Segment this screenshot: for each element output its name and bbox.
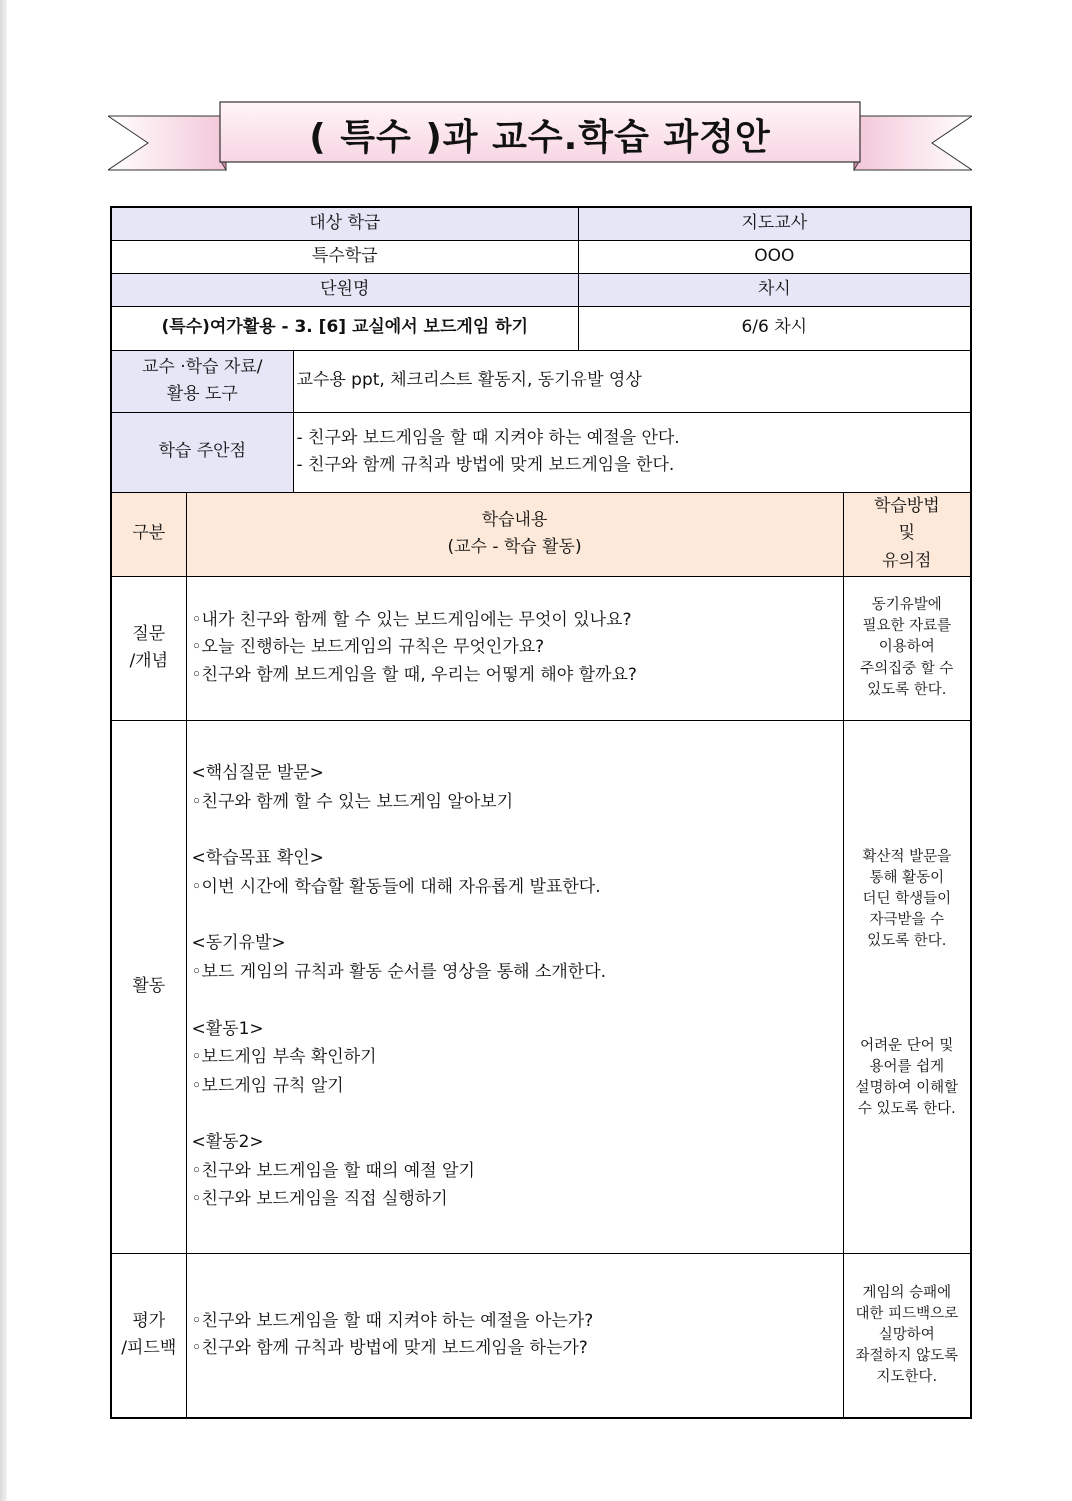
method-header — [843, 492, 971, 576]
evaluation-note-line: 게임의 승패에 — [862, 1284, 952, 1301]
materials-label — [111, 350, 293, 412]
target-class-label: 대상 학급 — [111, 207, 578, 240]
notes-label: 학습 주안점 — [111, 412, 293, 492]
method-header-line-2: 및 — [898, 523, 915, 544]
column-header-row — [111, 492, 971, 576]
activity-note-line: 있도록 한다. — [867, 932, 947, 949]
activity-category: 활동 — [111, 720, 186, 1253]
question-note-line: 이용하여 — [878, 639, 935, 656]
materials-row — [111, 350, 971, 412]
teacher-label: 지도교사 — [578, 207, 971, 240]
page-left-edge — [0, 0, 7, 1501]
evaluation-label-line-1: 평가 — [132, 1311, 166, 1332]
evaluation-note-line: 실망하여 — [878, 1326, 935, 1343]
activity-note-line: 설명하여 이해할 — [855, 1079, 959, 1096]
evaluation-note-line: 지도한다. — [876, 1368, 938, 1385]
evaluation-note — [843, 1253, 971, 1418]
question-note-line: 주의집중 할 수 — [860, 660, 954, 677]
session-value: 6/6 차시 — [578, 306, 971, 350]
question-content — [186, 576, 843, 720]
unit-value-row — [111, 306, 971, 350]
info-header-row — [111, 207, 971, 240]
content-header-line-1: 학습내용 — [481, 509, 548, 530]
evaluation-label-line-2: /피드백 — [121, 1338, 177, 1359]
materials-label-line-2: 활용 도구 — [166, 384, 238, 404]
activity-note-line: 어려운 단어 및 — [860, 1037, 954, 1054]
section-heading: <핵심질문 발문> — [191, 763, 324, 784]
activity-row — [111, 720, 971, 1253]
section-item: ◦친구와 함께 할 수 있는 보드게임 알아보기 — [191, 791, 514, 812]
section-heading: <활동1> — [191, 1018, 264, 1039]
question-label-line-1: 질문 — [132, 623, 166, 644]
question-note-line: 필요한 자료를 — [862, 618, 952, 635]
activity-content — [186, 720, 843, 1253]
evaluation-line: ◦친구와 보드게임을 할 때 지켜야 하는 예절을 아는가? — [191, 1311, 594, 1332]
evaluation-note-line: 대한 피드백으로 — [855, 1305, 959, 1322]
unit-header-row — [111, 273, 971, 306]
activity-note-line: 자극받을 수 — [869, 911, 945, 928]
question-category — [111, 576, 186, 720]
spacer — [192, 987, 843, 1015]
evaluation-content — [186, 1253, 843, 1418]
section-item: ◦친구와 보드게임을 할 때의 예절 알기 — [191, 1160, 475, 1181]
question-row — [111, 576, 971, 720]
section-item: ◦이번 시간에 학습할 활동들에 대해 자유롭게 발표한다. — [191, 876, 601, 897]
section-heading: <활동2> — [191, 1132, 264, 1153]
lesson-plan-table — [110, 206, 972, 1419]
note-line: - 친구와 보드게임을 할 때 지켜야 하는 예절을 안다. — [296, 427, 680, 448]
info-value-row — [111, 240, 971, 273]
question-line: ◦친구와 함께 보드게임을 할 때, 우리는 어떻게 해야 할까요? — [191, 664, 637, 685]
section-heading: <동기유발> — [191, 933, 286, 954]
spacer — [192, 816, 843, 844]
materials-label-line-1: 교수 ·학습 자료/ — [142, 356, 263, 377]
section-heading: <학습목표 확인> — [191, 848, 324, 869]
section-item: ◦보드 게임의 규칙과 활동 순서를 영상을 통해 소개한다. — [191, 961, 607, 982]
activity-note-line: 용어를 쉽게 — [869, 1058, 945, 1075]
content-header — [186, 492, 843, 576]
question-note — [843, 576, 971, 720]
question-line: ◦오늘 진행하는 보드게임의 규칙은 무엇인가요? — [191, 637, 545, 658]
materials-value: 교수용 ppt, 체크리스트 활동지, 동기유발 영상 — [293, 350, 971, 412]
activity-note-line: 확산적 발문을 — [862, 848, 952, 865]
activity-note-line: 수 있도록 한다. — [857, 1100, 956, 1117]
method-header-line-1: 학습방법 — [873, 496, 940, 517]
title-banner — [108, 98, 972, 178]
question-note-line: 있도록 한다. — [867, 681, 947, 698]
activity-note-line: 통해 활동이 — [869, 869, 945, 886]
note-line: - 친구와 함께 규칙과 방법에 맞게 보드게임을 한다. — [296, 455, 675, 475]
category-header: 구분 — [111, 492, 186, 576]
teacher-value: OOO — [578, 240, 971, 273]
session-label: 차시 — [578, 273, 971, 306]
page-title: ( 특수 )과 교수.학습 과정안 — [309, 116, 771, 158]
question-line: ◦내가 친구와 함께 할 수 있는 보드게임에는 무엇이 있나요? — [191, 610, 632, 631]
evaluation-row — [111, 1253, 971, 1418]
unit-label: 단원명 — [111, 273, 578, 306]
question-note-line: 동기유발에 — [871, 597, 942, 614]
evaluation-note-line: 좌절하지 않도록 — [855, 1347, 959, 1364]
notes-value — [293, 412, 971, 492]
method-header-line-3: 유의점 — [882, 550, 932, 571]
target-class-value: 특수학급 — [111, 240, 578, 273]
content-header-line-2: (교수 - 학습 활동) — [447, 537, 582, 557]
section-item: ◦보드게임 규칙 알기 — [191, 1075, 344, 1096]
spacer — [192, 1100, 843, 1128]
notes-row — [111, 412, 971, 492]
section-item: ◦친구와 보드게임을 직접 실행하기 — [191, 1189, 448, 1210]
activity-note-line: 더딘 학생들이 — [862, 890, 952, 907]
evaluation-line: ◦친구와 함께 규칙과 방법에 맞게 보드게임을 하는가? — [191, 1338, 588, 1359]
spacer — [192, 901, 843, 929]
section-item: ◦보드게임 부속 확인하기 — [191, 1047, 377, 1068]
question-label-line-2: /개념 — [129, 651, 169, 671]
evaluation-category — [111, 1253, 186, 1418]
activity-note — [843, 720, 971, 1253]
unit-value: (특수)여가활용 - 3. [6] 교실에서 보드게임 하기 — [111, 306, 578, 350]
